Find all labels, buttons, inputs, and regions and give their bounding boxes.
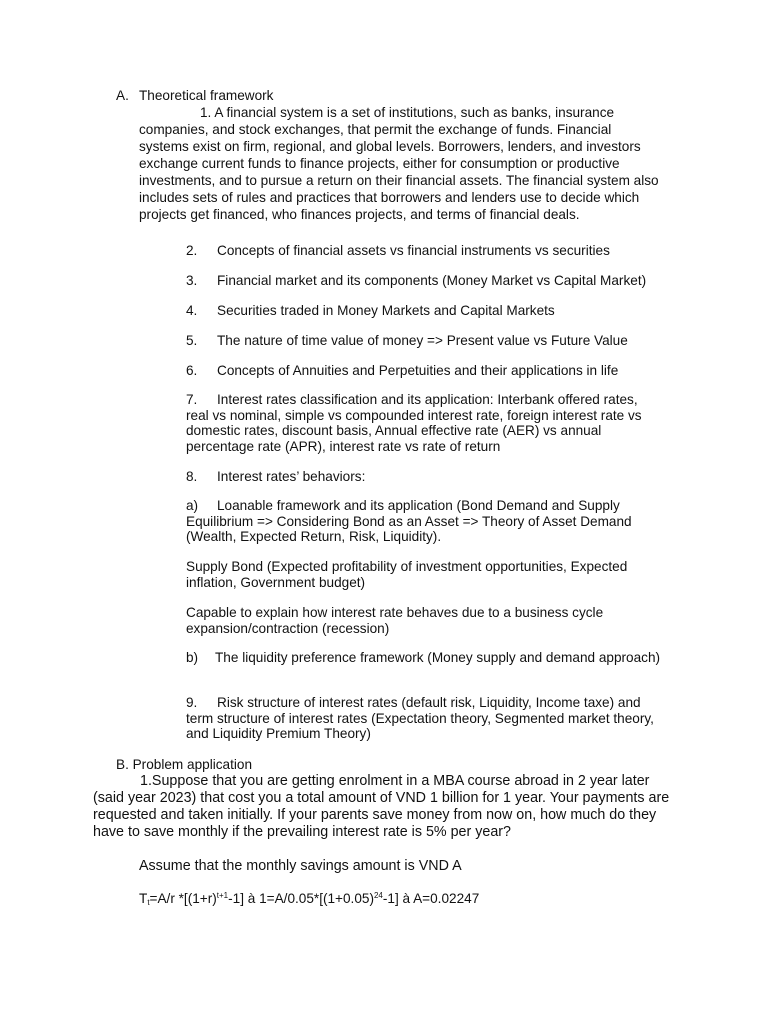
- list-item-5: [186, 332, 661, 349]
- item-text: Concepts of financial assets vs financial instruments vs securities: [217, 243, 610, 258]
- section-a-letter: A.: [116, 88, 129, 103]
- capable-paragraph: Capable to explain how interest rate behaves due to a business cycle expansion/contraction (recession): [186, 605, 604, 636]
- list-item-7: [186, 392, 661, 454]
- section-a-heading: [116, 87, 273, 104]
- problem-1-paragraph: [93, 773, 673, 841]
- formula-line: [139, 890, 479, 907]
- formula-exponent-1: t+1: [216, 891, 229, 900]
- list-item-3: [186, 272, 661, 289]
- item-text: Concepts of Annuities and Perpetuities and their applications in life: [217, 363, 619, 378]
- item-number: 5.: [186, 333, 198, 348]
- formula-exponent-2: 24: [373, 891, 383, 900]
- list-item-8: [186, 468, 661, 485]
- problem-1-text: 1.Suppose that you are getting enrolment in a MBA course abroad in 2 year later (said year 2023) that cost you a total amount of VND 1 billion for 1 year. Your payments are requested and taken initially. If your parents save money from now on, how much do they have to save monthly if the prevailing interest rate is 5% per year?: [93, 773, 670, 840]
- item-text: Securities traded in Money Markets and Capital Markets: [217, 303, 555, 318]
- supply-bond-paragraph: Supply Bond (Expected profitability of investment opportunities, Expected inflation, Government budget): [186, 559, 628, 590]
- list-item-9: [186, 695, 661, 742]
- sub-item-b: [186, 650, 661, 666]
- formula-part-2: -1] à 1=A/0.05*[(1+0.05): [228, 891, 374, 906]
- formula-t-subscript: t: [147, 898, 150, 907]
- item-text: Interest rates classification and its application: Interbank offered rates, real vs nominal, simple vs compounded interest rate, foreign interest rate vs domestic rates, discount basis, Annual effective rate (AER) vs annual percentage rate (APR), interest rate vs rate of return: [186, 392, 642, 454]
- list-item-4: [186, 302, 661, 319]
- formula-t: T: [139, 891, 148, 906]
- item-text: The nature of time value of money => Present value vs Future Value: [217, 333, 628, 348]
- assumption-line: Assume that the monthly savings amount is VND A: [139, 858, 462, 874]
- item-number: 8.: [186, 469, 198, 484]
- formula-part-3: -1] à A=0.02247: [382, 891, 480, 906]
- section-b-heading: B. Problem application: [116, 757, 253, 772]
- item-number: 9.: [186, 695, 198, 710]
- sub-item-label: a): [186, 498, 199, 513]
- item-number: 4.: [186, 303, 198, 318]
- sub-item-text: The liquidity preference framework (Money supply and demand approach): [215, 650, 661, 665]
- item-text: Risk structure of interest rates (default risk, Liquidity, Income taxe) and term structure of interest rates (Expectation theory, Segmented market theory, and Liquidity Premium Theory): [186, 695, 654, 741]
- item-1-text: 1. A financial system is a set of institutions, such as banks, insurance companies, and stock exchanges, that permit the exchange of funds. Financial systems exist on firm, regional, and global levels. Borrowers, lenders, and investors exchange current funds to finance projects, either for consumption or productive investments, and to pursue a return on their financial assets. The financial system also includes sets of rules and practices that borrowers and lenders use to decide which projects get financed, who finances projects, and terms of financial deals.: [139, 105, 659, 222]
- list-item-6: [186, 362, 661, 379]
- list-item-2: [186, 242, 661, 259]
- item-number: 2.: [186, 243, 198, 258]
- item-number: 3.: [186, 273, 198, 288]
- sub-item-text: Loanable framework and its application (Bond Demand and Supply Equilibrium => Considering Bond as an Asset => Theory of Asset Demand (Wealth, Expected Return, Risk, Liquidity).: [186, 498, 632, 544]
- section-a-title: Theoretical framework: [139, 88, 274, 103]
- item-number: 6.: [186, 363, 198, 378]
- sub-item-a: [186, 498, 661, 545]
- formula-part-1: =A/r *[(1+r): [149, 891, 217, 906]
- item-text: Interest rates’ behaviors:: [217, 469, 366, 484]
- sub-item-label: b): [186, 650, 199, 665]
- item-text: Financial market and its components (Money Market vs Capital Market): [217, 273, 647, 288]
- item-number: 7.: [186, 392, 198, 407]
- item-1-paragraph: [139, 104, 659, 223]
